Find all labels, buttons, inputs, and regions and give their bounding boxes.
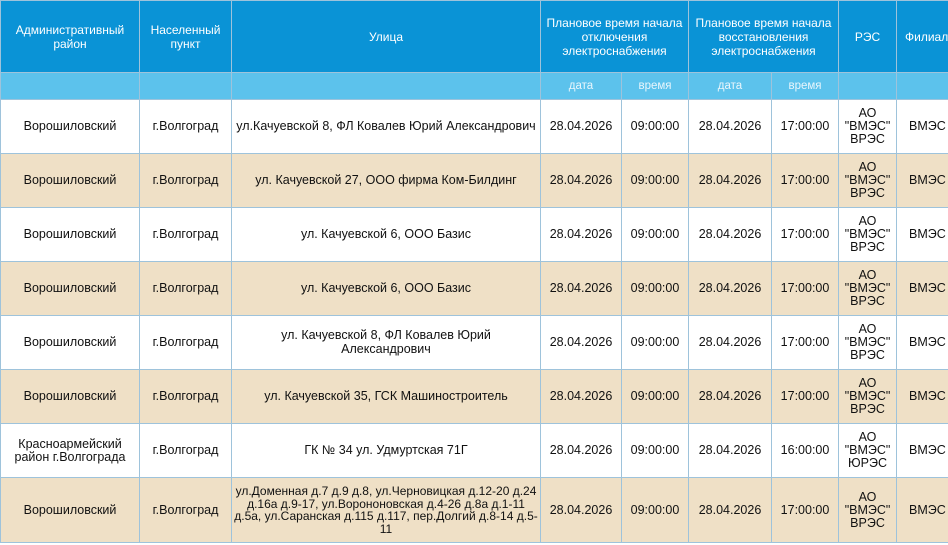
table-row [1,100,948,154]
cell-on-time: 16:00:00 [772,424,839,478]
subheader-blank [897,73,948,100]
subheader-off-time: время [622,73,689,100]
cell-branch: ВМЭС [897,154,948,208]
cell-locality: г.Волгоград [140,208,232,262]
cell-res: АО "ВМЭС" ВРЭС [839,262,897,316]
cell-locality: г.Волгоград [140,262,232,316]
cell-district: Ворошиловский [1,100,140,154]
cell-district: Ворошиловский [1,208,140,262]
header-street: Улица [232,1,541,73]
cell-res: АО "ВМЭС" ЮРЭС [839,424,897,478]
cell-branch: ВМЭС [897,100,948,154]
cell-branch: ВМЭС [897,424,948,478]
subheader-blank [232,73,541,100]
cell-locality: г.Волгоград [140,424,232,478]
subheader-blank [1,73,140,100]
cell-street: ул. Качуевской 27, ООО фирма Ком-Билдинг [232,154,541,208]
cell-district: Ворошиловский [1,478,140,543]
header-planned-off: Плановое время начала отключения электроснабжения [541,1,689,73]
cell-res: АО "ВМЭС" ВРЭС [839,154,897,208]
subheader-off-date: дата [541,73,622,100]
cell-locality: г.Волгоград [140,478,232,543]
cell-locality: г.Волгоград [140,316,232,370]
cell-off-time: 09:00:00 [622,100,689,154]
cell-res: АО "ВМЭС" ВРЭС [839,478,897,543]
table-row [1,424,948,478]
cell-off-date: 28.04.2026 [541,154,622,208]
cell-off-date: 28.04.2026 [541,100,622,154]
cell-locality: г.Волгоград [140,154,232,208]
cell-street: ул.Доменная д.7 д.9 д.8, ул.Черновицкая д.12-20 д.24 д.16а д.9-17, ул.Ворононовская д.4-26 д.8а д.1-11 д.5а, ул.Саранская д.115 д.117, пер.Долгий д.8-14 д.5-11 [232,478,541,543]
cell-branch: ВМЭС [897,262,948,316]
cell-on-time: 17:00:00 [772,262,839,316]
table-body [1,100,948,543]
cell-off-date: 28.04.2026 [541,370,622,424]
cell-res: АО "ВМЭС" ВРЭС [839,370,897,424]
cell-district: Красноармейский район г.Волгограда [1,424,140,478]
cell-street: ул. Качуевской 6, ООО Базис [232,208,541,262]
header-planned-restore: Плановое время начала восстановления электроснабжения [689,1,839,73]
cell-off-date: 28.04.2026 [541,478,622,543]
cell-district: Ворошиловский [1,316,140,370]
table-row [1,478,948,543]
cell-branch: ВМЭС [897,370,948,424]
cell-off-time: 09:00:00 [622,370,689,424]
cell-off-time: 09:00:00 [622,154,689,208]
table-row [1,316,948,370]
subheader-blank [839,73,897,100]
cell-on-time: 17:00:00 [772,208,839,262]
cell-branch: ВМЭС [897,316,948,370]
cell-district: Ворошиловский [1,154,140,208]
cell-on-time: 17:00:00 [772,478,839,543]
cell-on-date: 28.04.2026 [689,154,772,208]
cell-res: АО "ВМЭС" ВРЭС [839,208,897,262]
cell-res: АО "ВМЭС" ВРЭС [839,100,897,154]
header-branch: Филиал [897,1,948,73]
cell-off-time: 09:00:00 [622,262,689,316]
cell-on-time: 17:00:00 [772,316,839,370]
cell-branch: ВМЭС [897,208,948,262]
cell-street: ул. Качуевской 6, ООО Базис [232,262,541,316]
table-row [1,370,948,424]
cell-on-time: 17:00:00 [772,100,839,154]
cell-street: ул. Качуевской 35, ГСК Машиностроитель [232,370,541,424]
cell-street: ул. Качуевской 8, ФЛ Ковалев Юрий Александрович [232,316,541,370]
cell-street: ул.Качуевской 8, ФЛ Ковалев Юрий Александрович [232,100,541,154]
cell-on-date: 28.04.2026 [689,208,772,262]
cell-on-date: 28.04.2026 [689,370,772,424]
table-row [1,262,948,316]
cell-locality: г.Волгоград [140,370,232,424]
header-locality: Населенный пункт [140,1,232,73]
cell-on-date: 28.04.2026 [689,316,772,370]
table-row [1,208,948,262]
cell-off-date: 28.04.2026 [541,208,622,262]
cell-locality: г.Волгоград [140,100,232,154]
cell-branch: ВМЭС [897,478,948,543]
cell-off-date: 28.04.2026 [541,424,622,478]
cell-on-date: 28.04.2026 [689,100,772,154]
subheader-blank [140,73,232,100]
subheader-on-time: время [772,73,839,100]
cell-off-time: 09:00:00 [622,316,689,370]
header-district: Административный район [1,1,140,73]
table-header [1,1,948,100]
cell-on-time: 17:00:00 [772,154,839,208]
cell-street: ГК № 34 ул. Удмуртская 71Г [232,424,541,478]
cell-on-time: 17:00:00 [772,370,839,424]
cell-off-time: 09:00:00 [622,424,689,478]
cell-off-time: 09:00:00 [622,208,689,262]
subheader-on-date: дата [689,73,772,100]
header-res: РЭС [839,1,897,73]
table-row [1,154,948,208]
cell-on-date: 28.04.2026 [689,478,772,543]
cell-district: Ворошиловский [1,262,140,316]
cell-off-time: 09:00:00 [622,478,689,543]
cell-off-date: 28.04.2026 [541,316,622,370]
cell-on-date: 28.04.2026 [689,424,772,478]
cell-off-date: 28.04.2026 [541,262,622,316]
cell-res: АО "ВМЭС" ВРЭС [839,316,897,370]
cell-on-date: 28.04.2026 [689,262,772,316]
cell-district: Ворошиловский [1,370,140,424]
